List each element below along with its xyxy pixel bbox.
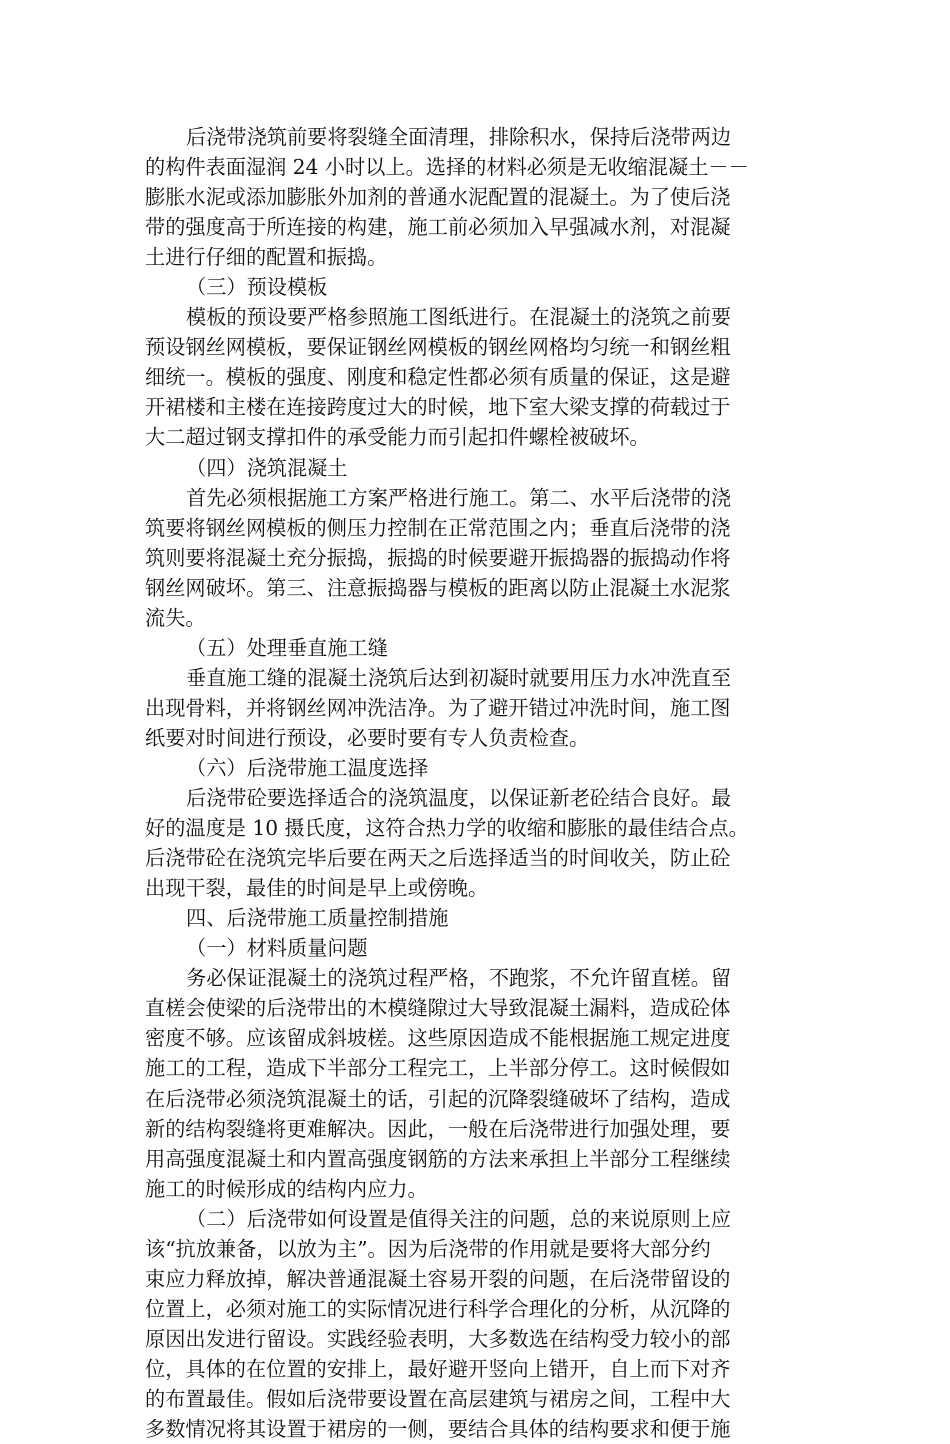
paragraph-line: 原因出发进行留设。实践经验表明，大多数选在结构受力较小的部 (145, 1326, 731, 1351)
paragraph-line: 开裙楼和主楼在连接跨度过大的时候，地下室大梁支撑的荷载过于 (145, 395, 731, 420)
paragraph-line: 预设钢丝网模板，要保证钢丝网模板的钢丝网格均匀统一和钢丝粗 (145, 335, 731, 360)
paragraph-line: 施工的工程，造成下半部分工程完工，上半部分停工。这时候假如 (145, 1056, 731, 1081)
chapter-heading: 四、后浇带施工质量控制措施 (186, 906, 449, 931)
paragraph-line: 该“抗放兼备，以放为主”。因为后浇带的作用就是要将大部分约 (145, 1236, 711, 1261)
paragraph-line: 后浇带浇筑前要将裂缝全面清理，排除积水，保持后浇带两边 (186, 125, 732, 149)
paragraph-line: 筑则要将混凝土充分振捣，振捣的时候要避开振捣器的振捣动作将 (145, 545, 731, 570)
paragraph-line: 纸要对时间进行预设，必要时要有专人负责检查。 (145, 725, 590, 750)
paragraph-line: 的构件表面湿润 24 小时以上。选择的材料必须是无收缩混凝土－－ (145, 155, 749, 180)
paragraph-line: 首先必须根据施工方案严格进行施工。第二、水平后浇带的浇 (186, 485, 732, 510)
paragraph-line: 的布置最佳。假如后浇带要设置在高层建筑与裙房之间，工程中大 (145, 1386, 731, 1411)
paragraph-line: 膨胀水泥或添加膨胀外加剂的普通水泥配置的混凝土。为了使后浇 (145, 185, 731, 210)
paragraph-line: 多数情况将其设置于裙房的一侧，要结合具体的结构要求和便于施 (145, 1417, 731, 1442)
paragraph-line: 施工的时候形成的结构内应力。 (145, 1176, 428, 1201)
section-heading: （三）预设模板 (186, 275, 328, 300)
paragraph-line: 新的结构裂缝将更难解决。因此，一般在后浇带进行加强处理，要 (145, 1116, 731, 1141)
paragraph-line: 土进行仔细的配置和振捣。 (145, 245, 388, 270)
paragraph-line: （二）后浇带如何设置是值得关注的问题，总的来说原则上应 (186, 1206, 732, 1231)
document-body (145, 122, 800, 1444)
paragraph-line: 好的温度是 10 摄氏度，这符合热力学的收缩和膨胀的最佳结合点。 (145, 816, 749, 841)
paragraph-line: 钢丝网破坏。第三、注意振捣器与模板的距离以防止混凝土水泥浆 (145, 575, 731, 600)
paragraph-line: 密度不够。应该留成斜坡槎。这些原因造成不能根据施工规定进度 (145, 1026, 731, 1051)
paragraph-line: 细统一。模板的强度、刚度和稳定性都必须有质量的保证，这是避 (145, 365, 731, 390)
paragraph-line: 筑要将钢丝网模板的侧压力控制在正常范围之内；垂直后浇带的浇 (145, 515, 731, 540)
paragraph-line: 在后浇带必须浇筑混凝土的话，引起的沉降裂缝破坏了结构，造成 (145, 1086, 731, 1111)
paragraph-line: 后浇带砼在浇筑完毕后要在两天之后选择适当的时间收关，防止砼 (145, 846, 731, 871)
section-heading: （六）后浇带施工温度选择 (186, 755, 429, 780)
paragraph-line: 用高强度混凝土和内置高强度钢筋的方法来承担上半部分工程继续 (145, 1146, 731, 1171)
section-heading: （五）处理垂直施工缝 (186, 635, 388, 660)
section-heading: （一）材料质量问题 (186, 936, 368, 961)
paragraph-line: 出现骨料，并将钢丝网冲洗洁净。为了避开错过冲洗时间，施工图 (145, 695, 731, 720)
paragraph-line: 直槎会使梁的后浇带出的木模缝隙过大导致混凝土漏料，造成砼体 (145, 996, 731, 1021)
paragraph-line: 大二超过钢支撑扣件的承受能力而引起扣件螺栓被破坏。 (145, 425, 650, 450)
paragraph-line: 垂直施工缝的混凝土浇筑后达到初凝时就要用压力水冲洗直至 (186, 665, 732, 690)
paragraph-line: 位置上，必须对施工的实际情况进行科学合理化的分析，从沉降的 (145, 1296, 731, 1321)
paragraph-line: 流失。 (145, 605, 206, 630)
section-heading: （四）浇筑混凝土 (186, 455, 348, 480)
paragraph-line: 模板的预设要严格参照施工图纸进行。在混凝土的浇筑之前要 (186, 305, 732, 330)
paragraph-line: 后浇带砼要选择适合的浇筑温度，以保证新老砼结合良好。最 (186, 786, 732, 811)
paragraph-line: 出现干裂，最佳的时间是早上或傍晚。 (145, 876, 489, 901)
paragraph-line: 带的强度高于所连接的构建，施工前必须加入早强减水剂，对混凝 (145, 215, 731, 240)
paragraph-line: 束应力释放掉，解决普通混凝土容易开裂的问题，在后浇带留设的 (145, 1266, 731, 1291)
paragraph-line: 务必保证混凝土的浇筑过程严格，不跑浆，不允许留直槎。留 (186, 966, 732, 991)
paragraph-line: 位，具体的在位置的安排上，最好避开竖向上错开，自上而下对齐 (145, 1356, 731, 1381)
